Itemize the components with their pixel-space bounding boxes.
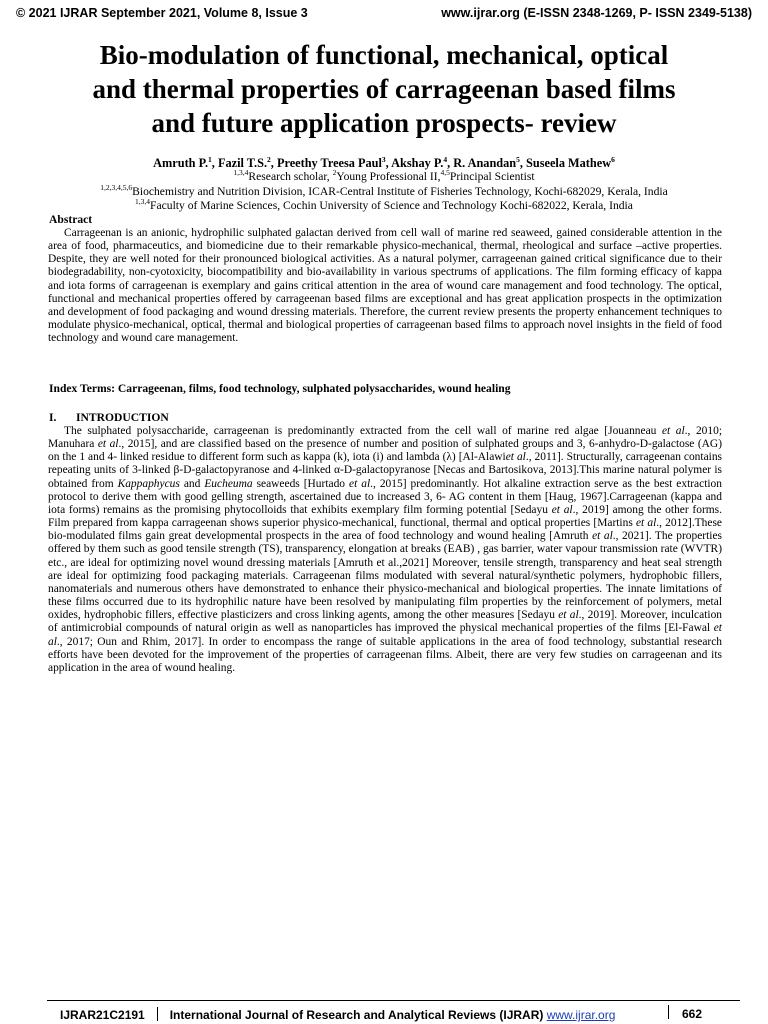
- footer-rule: [47, 1000, 740, 1001]
- affiliation-text: Biochemistry and Nutrition Division, ICAR-Central Institute of Fisheries Technology, Kochi-682029, Kerala, India: [132, 185, 668, 198]
- introduction-body: [48, 425, 722, 675]
- title-line: and thermal properties of carrageenan based films: [92, 74, 676, 104]
- affiliation-sup: 1,2,3,4,5,6: [100, 183, 133, 193]
- footer-text: [60, 1007, 615, 1022]
- running-header: [16, 6, 752, 24]
- author-name: Fazil T.S.: [217, 156, 268, 170]
- affiliation-sup: 1,3,4: [135, 197, 151, 207]
- footer-code: IJRAR21C2191: [60, 1008, 145, 1022]
- page-footer: [0, 998, 768, 1020]
- author-sup: 5: [516, 154, 520, 164]
- affiliation-sup: 2: [332, 168, 337, 178]
- author-name: R. Anandan: [453, 156, 517, 170]
- footer-link[interactable]: www.ijrar.org: [546, 1008, 616, 1022]
- affiliation-text: Principal Scientist: [449, 170, 535, 183]
- section-title: INTRODUCTION: [76, 411, 169, 424]
- author-sup: 4: [443, 154, 448, 164]
- section-heading: [49, 411, 169, 424]
- author-sup: 3: [381, 154, 386, 164]
- footer-separator: [157, 1007, 158, 1021]
- footer-separator: [668, 1005, 669, 1019]
- affiliation-line: [20, 170, 748, 184]
- paper-title: [24, 38, 744, 140]
- affiliation-text: Faculty of Marine Sciences, Cochin University of Science and Technology Kochi-682022, Kerala, India: [150, 199, 633, 212]
- title-line: Bio-modulation of functional, mechanical, optical: [99, 40, 669, 70]
- footer-journal: International Journal of Research and Analytical Reviews (IJRAR): [169, 1008, 547, 1022]
- index-terms: Index Terms: Carrageenan, films, food technology, sulphated polysaccharides, wound healing: [49, 382, 511, 395]
- author-name: Preethy Treesa Paul: [276, 156, 382, 170]
- introduction-paragraph: The sulphated polysaccharide, carrageenan is predominantly extracted from the cell wall of marine red algae [Jouanneau et al., 2010; Manuhara et al., 2015], and are classified based on the presence of number and position of sulphated groups and 3, 6-anhydro-D-galactose (AG) on the 1 and 4- linked residue to different form such as kappa (k), iota (i) and lambda (λ) [Al-Alawiet al., 2011]. Structurally, carrageenan contains repeating units of 3-linked β-D-galactopyranose and 4-linked α-D-galactopyranose [Necas and Bartosikova, 2013].This marine natural polymer is obtained from Kappaphycus and Eucheuma seaweeds [Hurtado et al., 2015] predominantly. Hot alkaline extraction serve as the best extraction protocol to derive them with good gelling strength, ascertained due to increased 3, 6- AG content in them [Haug, 1967].Carrageenan (kappa and iota forms) remains as the promising phytocolloids that exhibits exemplary film forming potential [Sedayu et al., 2019] among the other forms. Film prepared from kappa carrageenan shows superior physico-mechanical, functional, thermal and optical properties [Martins et al., 2012].These bio-modulated films gain great developmental prospects in the area of food technology and wound healing [Amruth et al., 2021]. The properties offered by them such as good tensile strength (TS), transparency, elongation at breaks (EAB) , gas barrier, water vapour transmission rate (WVTR) etc., are ideal for optimizing novel wound dressing materials [Amruth et al.,2021] Moreover, tensile strength, transparency and heat seal strength are ideal for optimizing food packaging materials. Carrageenan films modulated with several natural/synthetic polymers, hydrophobic fillers, nanomaterials and numerous others have demonstrated to enhance their physico-mechanical and biological properties. The innate limitations of these films occurred due to its hydrophilic nature have been resolved by manipulating film properties by the reinforcement of polymers, metal oxides, hydrophobic fillers, effective plasticizers and cross linking agents, among the other measures [Sedayu et al., 2019]. Moreover, inculcation of antimicrobial compounds of natural origin as well as nanoparticles has improved the physical mechanical properties of the films [El-Fawal et al., 2017; Oun and Rhim, 2017]. In order to encompass the range of suitable applications in the area of food technology, substantial research efforts have been devoted for the improvement of the properties of carrageenan films. Albeit, there are very few studies on carrageenan and its application in the area of wound healing.: [48, 425, 723, 674]
- header-right: www.ijrar.org (E-ISSN 2348-1269, P- ISSN 2349-5138): [441, 6, 752, 20]
- header-left: © 2021 IJRAR September 2021, Volume 8, Issue 3: [16, 6, 308, 20]
- author-list: Amruth P.$^1$, Fazil T.S.$^2$, Preethy Treesa Paul$^3$, Akshay P.$^4$, R. Anandan$^5$, Suseela Mathew$^6$: [153, 154, 615, 170]
- author-name: Suseela Mathew: [526, 156, 612, 170]
- affiliation-line: [20, 199, 748, 213]
- affiliation-sup: 1,3,4: [233, 168, 249, 178]
- author-sup: 6: [611, 154, 615, 164]
- page-number: 662: [682, 1007, 703, 1021]
- abstract-body: [48, 227, 722, 345]
- abstract-heading: Abstract: [49, 213, 93, 226]
- author-sup: 1: [208, 154, 212, 164]
- affiliation-text: Young Professional II,: [336, 170, 441, 183]
- abstract-text: Carrageenan is an anionic, hydrophilic sulphated galactan derived from cell wall of marine red seaweed, gained considerable attention in the area of food, pharmaceutics, and biomedicine due to their remarkable physico-mechanical, thermal, rheological and surface –active properties. Despite, they are well noted for their pronounced biological activities. As a natural polymer, carrageenan gained critical significance due to their biodegradability, non-cyotoxicity, biocompatibility and bio-availability in various spectrums of applications. The film forming efficacy of kappa and iota forms of carrageenan is exemplary and gains critical attention in the area of wound care management and food technology. The optical, functional and mechanical properties offered by carrageenan based films are exceptional and has great application prospects in the optimization and development of food packaging and wound dressing materials. Therefore, the current review presents the property enhancement techniques to modulate physico-mechanical, optical, thermal and biological properties of carrageenan based films to approach novel insights in the field of food technology and wound care management.: [48, 227, 722, 345]
- affiliation-text: Research scholar,: [248, 170, 333, 183]
- title-line: and future application prospects- review: [151, 108, 617, 138]
- affiliation-sup: 4,5: [440, 168, 450, 178]
- section-number: I.: [49, 411, 57, 424]
- affiliation-line: [20, 185, 748, 199]
- author-name: Amruth P.: [153, 156, 209, 170]
- author-sup: 2: [267, 154, 271, 164]
- author-name: Akshay P.: [391, 156, 444, 170]
